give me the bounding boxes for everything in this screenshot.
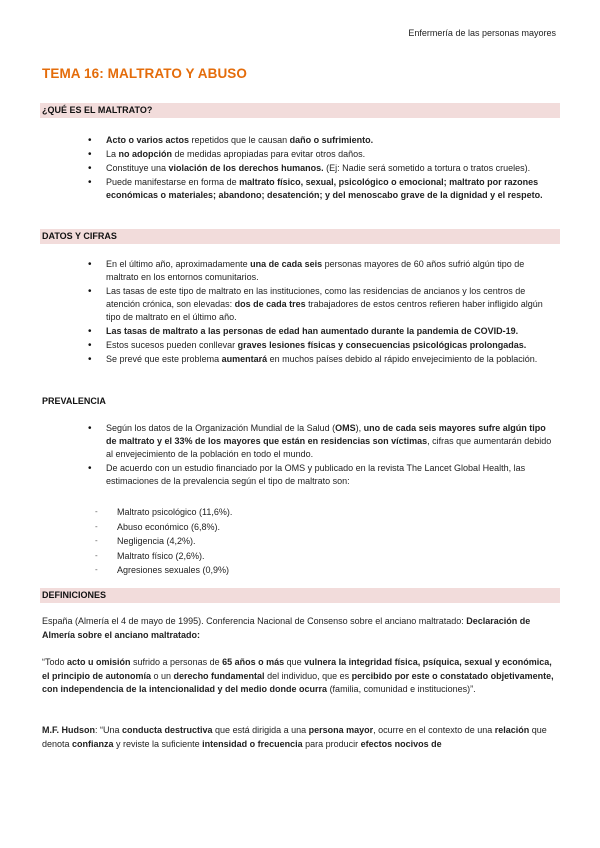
bold-text: Declaración de Almería sobre el anciano maltratado: <box>42 616 531 640</box>
bold-text: 65 años o más <box>222 657 285 667</box>
text: que denota <box>42 725 547 749</box>
page-title: TEMA 16: MALTRATO Y ABUSO <box>42 66 248 81</box>
almeria-intro <box>42 615 558 642</box>
text: y reviste la suficiente <box>113 738 203 749</box>
text: “Todo <box>42 657 68 667</box>
text: Se prevé que este problema <box>106 354 222 364</box>
bold-text: intensidad o frecuencia <box>202 738 303 749</box>
list-item <box>88 176 550 202</box>
bold-text: persona mayor <box>308 725 374 735</box>
bold-text: acto u omisión <box>67 657 131 667</box>
text: que <box>284 657 305 667</box>
section-heading-prevalencia: PREVALENCIA <box>42 396 106 406</box>
text: de medidas apropiadas para evitar otros daños. <box>172 149 366 159</box>
text: (Ej: Nadie será sometido a tortura o tratos crueles). <box>323 163 531 173</box>
text: o un <box>151 670 174 681</box>
list-item <box>88 134 550 147</box>
bold-text: graves lesiones físicas y consecuencias psicológicas prolongadas. <box>237 340 527 350</box>
text: trabajadores de estos centros refieren haber infligido algún tipo de maltrato en el último año. <box>106 299 543 322</box>
text: Constituye una <box>106 163 169 173</box>
text: para producir <box>302 738 361 749</box>
bold-text: M.F. Hudson <box>42 725 95 735</box>
section-heading-que-es: ¿QUÉ ES EL MALTRATO? <box>40 103 560 118</box>
bold-text: efectos nocivos de <box>360 738 442 749</box>
section-heading-definiciones: DEFINICIONES <box>40 588 560 603</box>
hudson-definition <box>42 724 558 751</box>
text: , ocurre en el contexto de una <box>373 725 495 735</box>
list-item <box>88 285 550 324</box>
list-item <box>88 353 550 366</box>
text: Las tasas de este tipo de maltrato en las instituciones, como las residencias de ancianos y los centros de atención crónica, son elevadas: <box>106 286 526 309</box>
bold-text: confianza <box>72 738 114 749</box>
bold-text: uno de cada seis mayores sufre algún tipo de maltrato y el 33% de los mayores que están en residencias son víctimas <box>106 423 546 446</box>
list-item: - Negligencia (4,2%). <box>95 534 395 549</box>
text: La <box>106 149 119 159</box>
list-item: - Maltrato psicológico (11,6%). <box>95 505 395 520</box>
text: personas mayores de 60 años sufrió algún tipo de maltrato en los entornos comunitarios. <box>106 259 525 282</box>
list-item <box>88 148 550 161</box>
text: repetidos que le causan <box>189 135 290 145</box>
text: España (Almería el 4 de mayo de 1995). Conferencia Nacional de Consenso sobre el anciano maltratado: <box>42 616 467 626</box>
bold-text: no adopción <box>118 149 173 159</box>
prevalencia-types-list <box>95 505 395 578</box>
text: En el último año, aproximadamente <box>106 259 251 269</box>
section-heading-datos: DATOS Y CIFRAS <box>40 229 560 244</box>
bold-text: una de cada seis <box>250 259 323 269</box>
que-es-list <box>88 134 550 203</box>
text: , cifras que aumentarán debido al envejecimiento de la población en todo el mundo. <box>106 436 552 459</box>
bold-text: aumentará <box>221 354 268 364</box>
text: : “Una <box>95 725 123 735</box>
bold-text: percibido por este o constatado objetivamente, con independencia de la intencionalidad y del medio donde ocurra <box>42 670 554 694</box>
text: ), <box>355 423 364 433</box>
bold-text: Las tasas de maltrato a las personas de edad han aumentado durante la pandemia de COVID-19. <box>106 326 519 336</box>
prevalencia-list <box>88 422 554 489</box>
list-item <box>88 325 550 338</box>
list-item: - Abuso económico (6,8%). <box>95 520 395 535</box>
text: que está dirigida a una <box>212 725 309 735</box>
text: (familia, comunidad e instituciones)”. <box>327 684 476 694</box>
bold-text: daño o sufrimiento. <box>289 135 374 145</box>
bold-text: vulnera la integridad física, psíquica, sexual y económica, el principio de autonomía <box>42 657 552 681</box>
list-item <box>88 462 554 488</box>
list-item <box>88 258 550 284</box>
text: De acuerdo con un estudio financiado por la OMS y publicado en la revista The Lancet Global Health, las estimaciones de la prevalencia según el tipo de maltrato son: <box>106 463 526 486</box>
bold-text: Acto o varios actos <box>106 135 190 145</box>
bold-text: violación de los derechos humanos. <box>168 163 324 173</box>
text: Puede manifestarse en forma de <box>106 177 240 187</box>
text: en muchos países debido al rápido envejecimiento de la población. <box>267 354 538 364</box>
text: del individuo, que es <box>264 670 352 681</box>
text: Estos sucesos pueden conllevar <box>106 340 238 350</box>
list-item: - Maltrato físico (2,6%). <box>95 549 395 564</box>
bold-text: derecho fundamental <box>173 670 265 681</box>
bold-text: dos de cada tres <box>234 299 306 309</box>
text: Según los datos de la Organización Mundial de la Salud ( <box>106 423 336 433</box>
text: sufrido a personas de <box>130 657 223 667</box>
almeria-definition-quote <box>42 656 558 697</box>
bold-text: OMS <box>335 423 356 433</box>
list-item: - Agresiones sexuales (0,9%) <box>95 563 395 578</box>
running-header: Enfermería de las personas mayores <box>408 28 556 38</box>
datos-list <box>88 258 550 367</box>
list-item <box>88 339 550 352</box>
bold-text: conducta destructiva <box>122 725 213 735</box>
bold-text: maltrato físico, sexual, psicológico o emocional; maltrato por razones económicas o materiales; abandono; desatención; y del menoscabo grave de la dignidad y el respeto. <box>106 177 543 200</box>
bold-text: relación <box>494 725 530 735</box>
list-item <box>88 162 550 175</box>
list-item <box>88 422 554 461</box>
